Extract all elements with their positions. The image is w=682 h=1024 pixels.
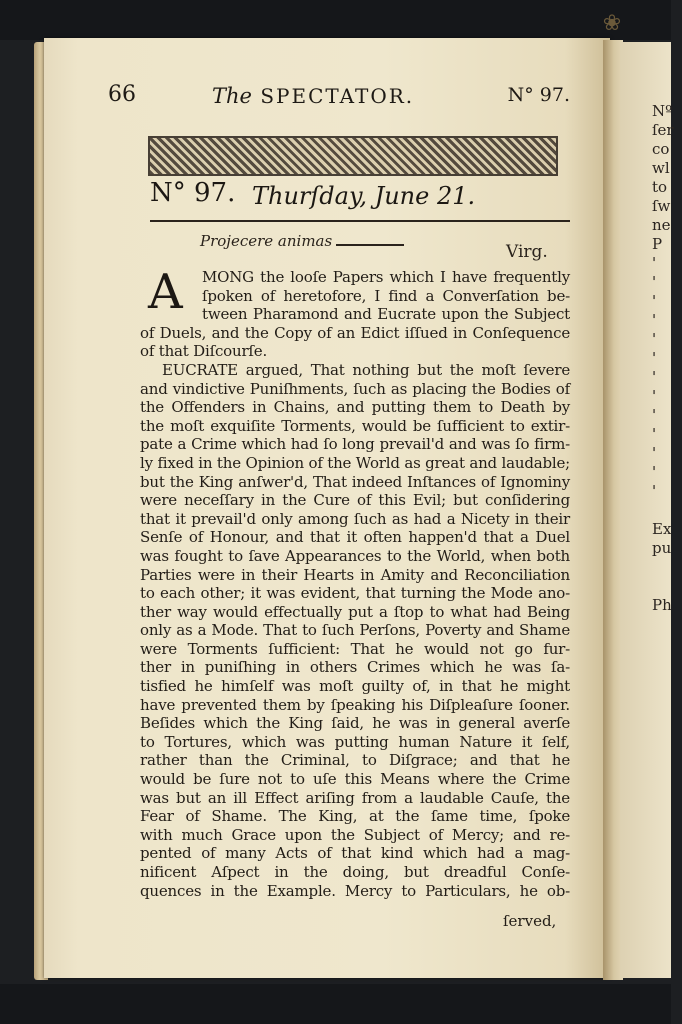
text-line: was but an ill Effect ariſing from a laudable Cauſe, the: [140, 788, 570, 807]
text-line: quences in the Example. Mercy to Particulars, he ob-: [140, 881, 570, 900]
issue-date: Thurſday, June 21.: [252, 182, 476, 210]
scan-backdrop-top: [0, 0, 671, 40]
text-line: Senſe of Honour, and that it often happen'd that a Duel: [140, 528, 570, 547]
facing-page-line: ': [652, 444, 657, 462]
scan-backdrop-bottom: [0, 984, 671, 1024]
article-body: [140, 264, 570, 900]
facing-page-line: ': [652, 425, 657, 443]
text-line: tween Pharamond and Eucrate upon the Subject: [202, 305, 570, 324]
catchword: ſerved,: [503, 912, 557, 930]
text-line: was fought to ſave Appearances to the World, when both: [140, 546, 570, 565]
facing-page-line: ': [652, 406, 657, 424]
facing-page-line: ': [652, 463, 657, 481]
text-line: of Duels, and the Copy of an Edict iſſued in Conſequence: [140, 323, 570, 342]
facing-page-line: Nº: [652, 102, 673, 120]
running-title-lead: The: [212, 84, 252, 108]
facing-page-line: wl: [652, 159, 670, 177]
text-line: but the King anſwer'd, That indeed Inſtances of Ignominy: [140, 472, 570, 491]
running-title-rest: SPECTATOR.: [260, 84, 415, 108]
facing-page-line: to: [652, 178, 668, 196]
drop-capital: A: [148, 264, 183, 320]
facing-page-line: ': [652, 311, 657, 329]
issue-number: N° 97.: [150, 178, 236, 208]
page-number: 66: [108, 82, 136, 107]
facing-page-line: ': [652, 254, 657, 272]
facing-page-line: Ex: [652, 520, 672, 538]
facing-page-line: P: [652, 235, 663, 253]
motto-dash: [336, 244, 404, 246]
text-line: tisfied he himſelf was moſt guilty of, in that he might: [140, 677, 570, 696]
text-line: the moſt exquiſite Torments, would be ſufficient to extir-: [140, 416, 570, 435]
facing-page-line: ſer: [652, 121, 674, 139]
text-line: to each other; it was evident, that turning the Mode ano-: [140, 584, 570, 603]
motto-author: Virg.: [506, 242, 548, 262]
text-line: of that Diſcourſe.: [140, 342, 268, 361]
text-line: EUCRATE argued, That nothing but the moſt ſevere: [162, 360, 570, 379]
text-line: ther way would effectually put a ſtop to what had Being: [140, 602, 570, 621]
facing-page-line: ': [652, 292, 657, 310]
text-line: would be ſure not to uſe this Means where the Crime: [140, 770, 570, 789]
text-line: Fear of Shame. The King, at the ſame time, ſpoke: [140, 807, 570, 826]
text-line: only as a Mode. That to ſuch Perſons, Poverty and Shame: [140, 621, 570, 640]
facing-page-line: ': [652, 330, 657, 348]
text-line: nificent Aſpect in the doing, but dreadful Conſe-: [140, 863, 570, 881]
issue-heading: [150, 178, 570, 218]
running-head: [108, 82, 578, 116]
motto-text: Projecere animas: [200, 232, 333, 250]
text-line: MONG the looſe Papers which I have frequently: [202, 268, 570, 286]
facing-page-line: ': [652, 368, 657, 386]
text-line: ther in puniſhing in others Crimes which he was ſa-: [140, 658, 570, 677]
facing-page-line: ne: [652, 216, 671, 234]
facing-page-line: ': [652, 273, 657, 291]
text-line: rather than the Criminal, to Diſgrace; and that he: [140, 751, 570, 770]
running-issue-number: N° 97.: [507, 84, 570, 106]
running-title: [212, 84, 414, 108]
text-line: were neceſſary in the Cure of this Evil; but conſidering: [140, 491, 570, 510]
ribbon-bookmark-icon: ❀: [602, 11, 622, 36]
text-line: to Tortures, which was putting human Nature it ſelf,: [140, 732, 570, 751]
text-line: that it prevail'd only among ſuch as had a Nicety in their: [140, 509, 570, 528]
text-line: were Torments ſufficient: That he would not go fur-: [140, 639, 570, 658]
text-line: ly fixed in the Opinion of the World as great and laudable;: [140, 453, 570, 472]
facing-page-line: ': [652, 349, 657, 367]
text-line: Beſides which the King ſaid, he was in general averſe: [140, 714, 570, 733]
facing-page-line: ': [652, 387, 657, 405]
text-line: with much Grace upon the Subject of Mercy; and re-: [140, 825, 570, 844]
facing-page-line: pu: [652, 539, 672, 557]
text-line: pate a Crime which had ſo long prevail'd and was ſo firm-: [140, 435, 570, 454]
facing-page-line: co: [652, 140, 670, 158]
text-line: pented of many Acts of that kind which had a mag-: [140, 844, 570, 863]
text-line: have prevented them by ſpeaking his Diſpleaſure ſooner.: [140, 695, 570, 714]
text-line: Parties were in their Hearts in Amity and Reconciliation: [140, 565, 570, 584]
facing-page-line: ſw: [652, 197, 671, 215]
heading-rule: [150, 220, 570, 222]
text-line: the Offenders in Chains, and putting them to Death by: [140, 398, 570, 417]
facing-page-line: ': [652, 482, 657, 500]
text-line: ſpoken of heretofore, I find a Converſation be-: [202, 286, 570, 305]
headpiece-ornament: [148, 136, 558, 176]
facing-page-line: Ph: [652, 596, 672, 614]
text-line: and vindictive Puniſhments, ſuch as placing the Bodies of: [140, 379, 570, 398]
facing-page: [620, 42, 674, 978]
